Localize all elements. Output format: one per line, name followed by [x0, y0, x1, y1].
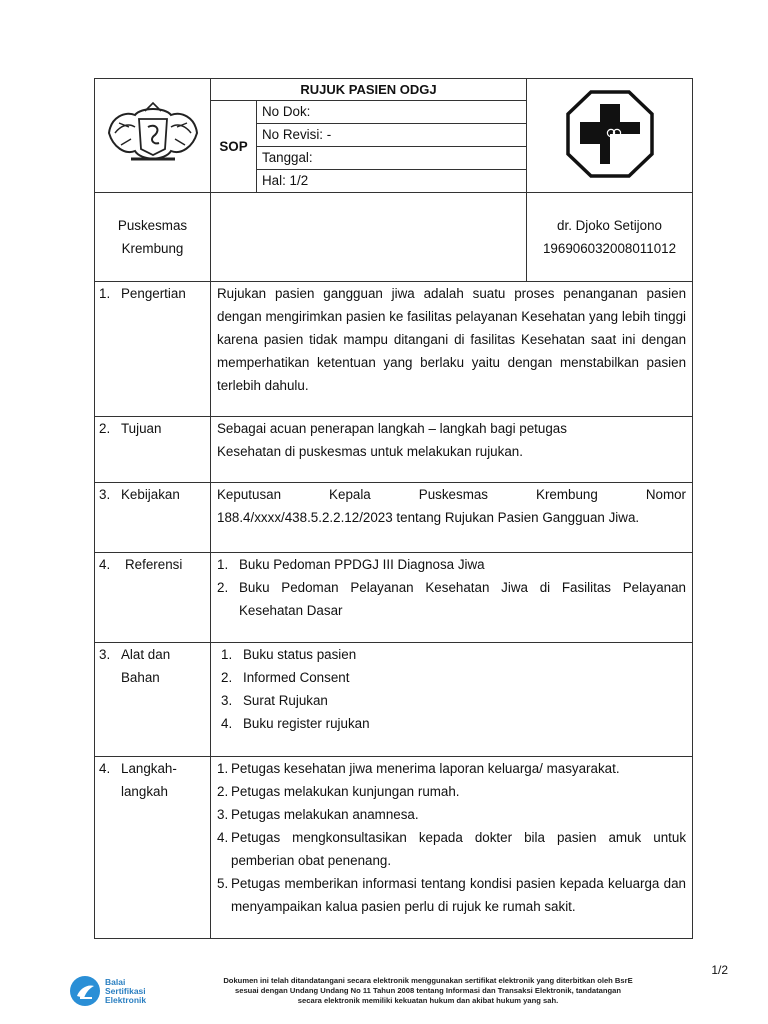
langkah-list [211, 757, 693, 939]
sop-document [94, 78, 692, 939]
alat-bahan-list [211, 643, 693, 757]
halaman: Hal: 1/2 [257, 170, 527, 193]
sop-label: SOP [211, 101, 257, 193]
pengertian-label: 1. Pengertian [95, 282, 211, 417]
bsre-text-line3: Elektronik [105, 994, 147, 1005]
org-name-line1: Puskesmas [117, 218, 188, 233]
list-item: 2. Buku Pedoman Pelayanan Kesehatan Jiwa di Fasilitas Pelayanan Kesehatan Dasar [217, 580, 687, 618]
puskesmas-logo-icon [564, 88, 656, 180]
list-item: 1. Buku status pasien [221, 647, 357, 662]
regency-logo-cell [95, 79, 211, 193]
official-name: dr. Djoko Setijono [557, 218, 662, 233]
esign-notice: Dokumen ini telah ditandatangani secara elektronik menggunakan sertifikat elektronik yang diterbitkan oleh BsrE sesuai dengan Undang Undang No 11 Tahun 2008 tentang Informasi dan Transaksi Elektronik, tandatangan secara elektronik memiliki kekuatan hukum dan akibat hukum yang sah. [223, 976, 633, 1005]
langkah-label: 4. Langkah- langkah [95, 757, 211, 939]
no-dok: No Dok: [257, 101, 527, 124]
tanggal: Tanggal: [257, 147, 527, 170]
list-item: 2. Informed Consent [221, 670, 350, 685]
list-item: 1. Petugas kesehatan jiwa menerima laporan keluarga/ masyarakat. [217, 761, 620, 776]
tujuan-text: Sebagai acuan penerapan langkah – langkah bagi petugas Kesehatan di puskesmas untuk melakukan rujukan. [211, 417, 693, 483]
list-item: 3. Petugas melakukan anamnesa. [217, 807, 419, 822]
list-item: 4. Petugas mengkonsultasikan kepada dokter bila pasien amuk untuk pemberian obat penenang. [217, 830, 687, 868]
alat-bahan-label: 3. Alat dan Bahan [95, 643, 211, 757]
list-item: 3. Surat Rujukan [221, 693, 328, 708]
bsre-logo [68, 974, 146, 1008]
sop-title: RUJUK PASIEN ODGJ [211, 79, 527, 101]
puskesmas-logo-cell [527, 79, 693, 193]
bsre-text-line1: Balai [105, 976, 126, 987]
list-item: 4. Buku register rujukan [221, 716, 370, 731]
official-nip: 196906032008011012 [542, 241, 677, 256]
bsre-emblem-icon [68, 974, 102, 1008]
page-number: 1/2 [711, 963, 728, 977]
regency-emblem-icon [101, 99, 205, 169]
org-name-line2: Krembung [121, 241, 184, 256]
org-name-cell [95, 193, 211, 282]
official-cell [527, 193, 693, 282]
bsre-text-line2: Sertifikasi [105, 985, 146, 996]
list-item: 2. Petugas melakukan kunjungan rumah. [217, 784, 460, 799]
signature-blank-cell [211, 193, 527, 282]
referensi-list [211, 553, 693, 643]
pengertian-text: Rujukan pasien gangguan jiwa adalah suatu proses penanganan pasien dengan mengirimkan pasien ke fasilitas pelayanan Kesehatan yang lebih tinggi karena pasien tidak mampu ditangani di fasilitas Kesehatan saat ini dengan memperhatikan ketentuan yang berlaku yaitu dengan menstabilkan pasien terlebih dahulu. [211, 282, 693, 417]
referensi-label: 4. Referensi [95, 553, 211, 643]
no-revisi: No Revisi: - [257, 124, 527, 147]
list-item: 1. Buku Pedoman PPDGJ III Diagnosa Jiwa [217, 557, 485, 572]
sop-table [94, 78, 693, 939]
kebijakan-text: Keputusan Kepala Puskesmas Krembung Nomor 188.4/xxxx/438.5.2.2.12/2023 tentang Rujukan Pasien Gangguan Jiwa. [211, 483, 693, 553]
kebijakan-label: 3. Kebijakan [95, 483, 211, 553]
list-item: 5. Petugas memberikan informasi tentang kondisi pasien kepada keluarga dan menyampaikan kalua pasien perlu di rujuk ke rumah sakit. [217, 876, 687, 914]
tujuan-label: 2. Tujuan [95, 417, 211, 483]
